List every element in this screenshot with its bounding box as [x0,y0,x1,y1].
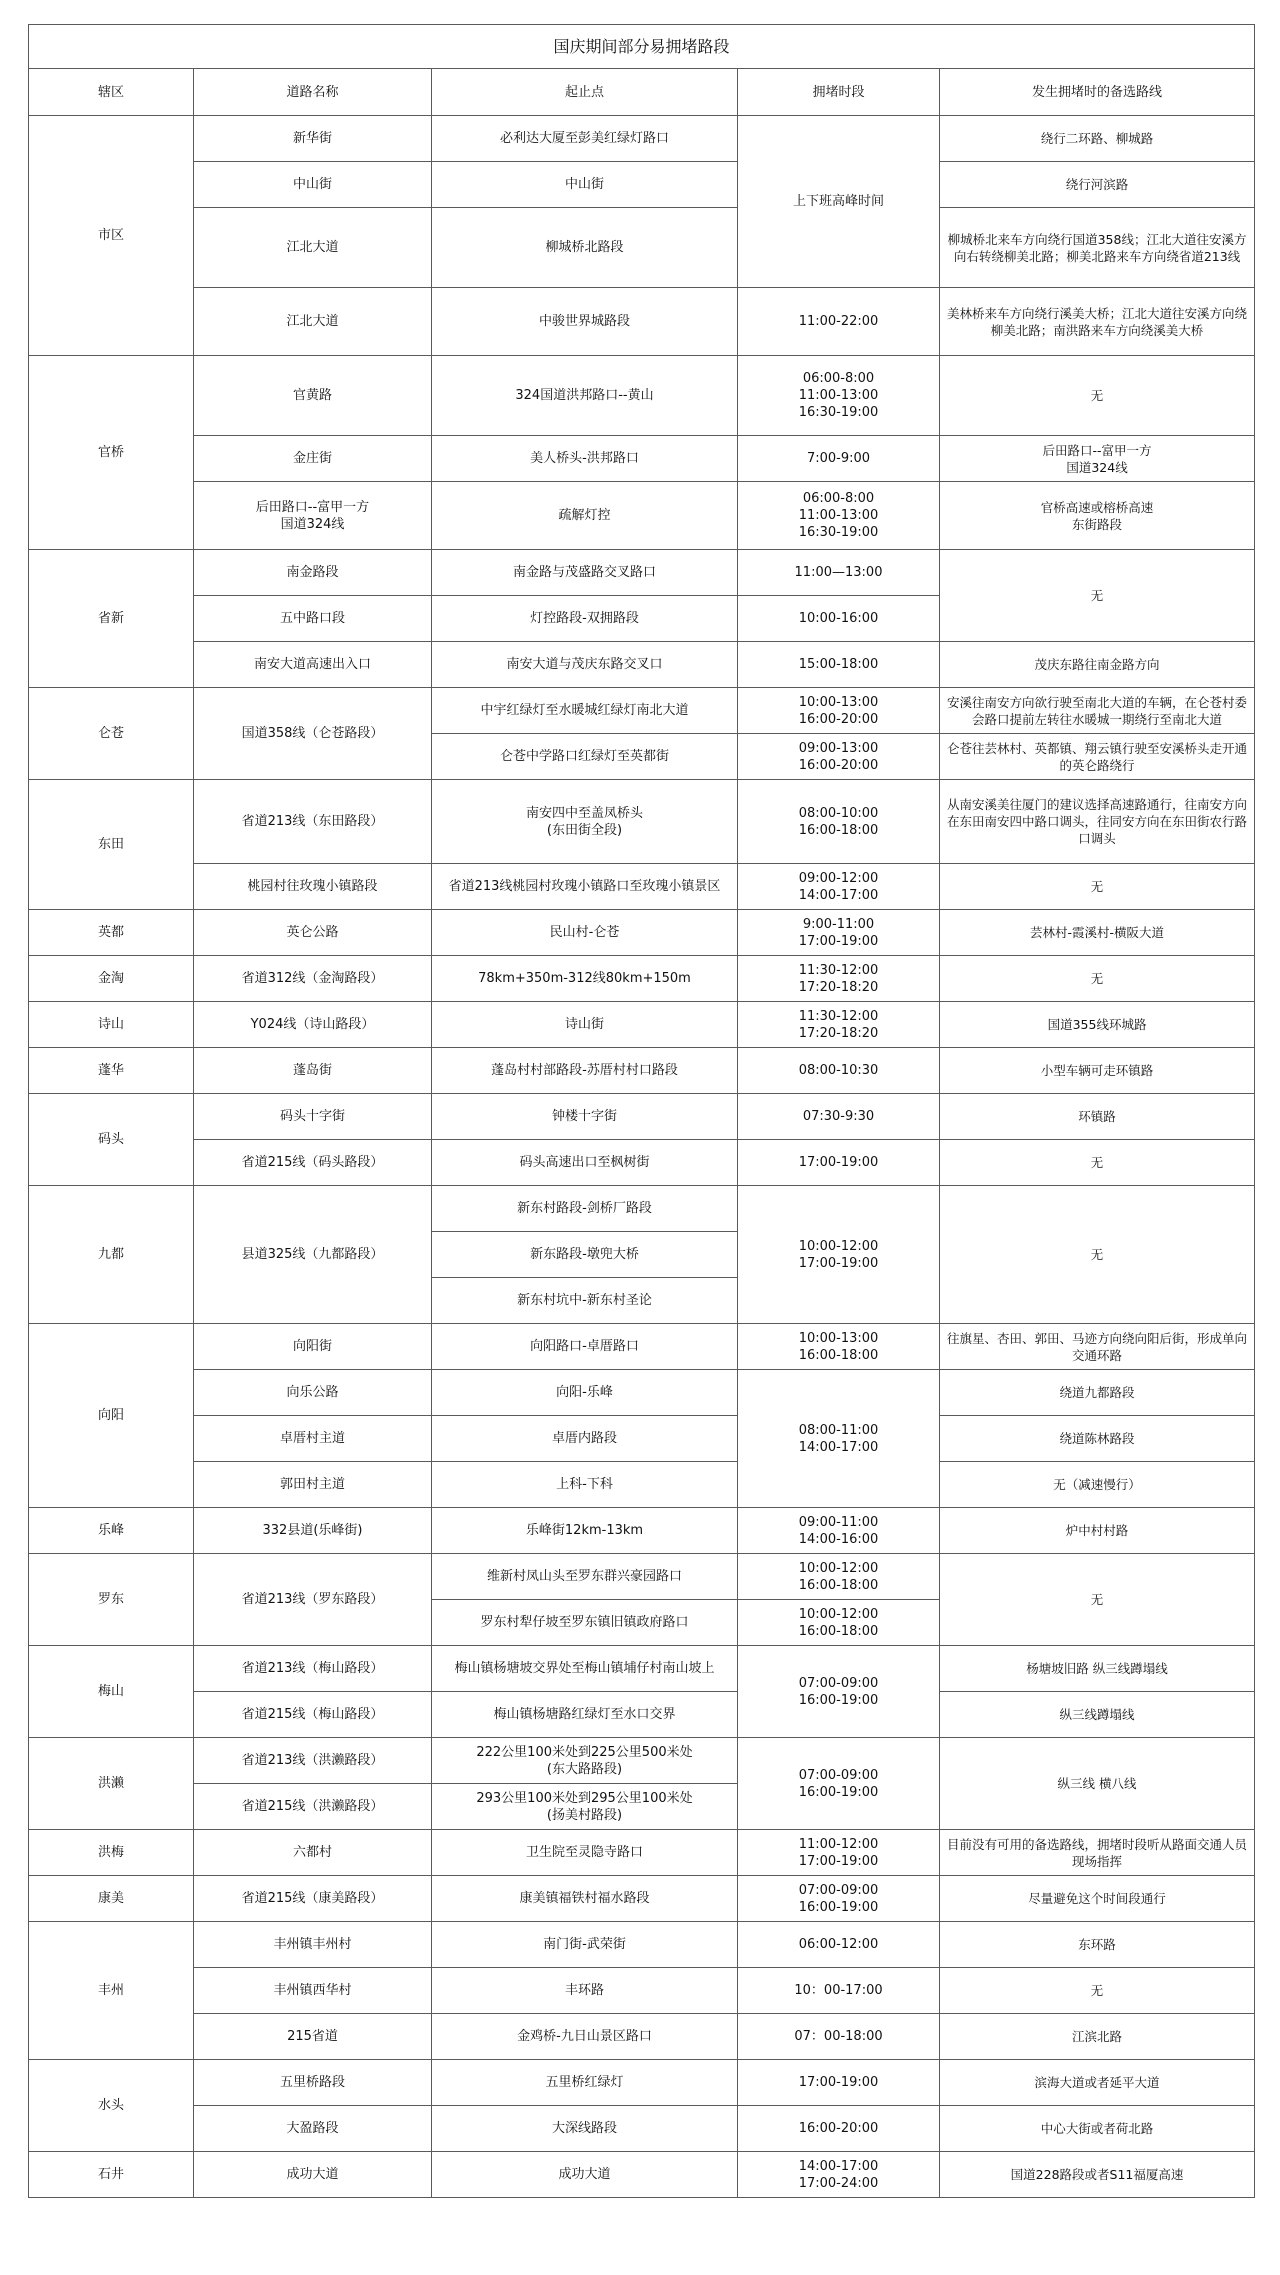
road-cell: 县道325线（九都路段） [194,1186,432,1324]
section-cell: 中山街 [432,162,738,208]
section-cell: 金鸡桥-九日山景区路口 [432,2014,738,2060]
section-cell: 必利达大厦至彭美红绿灯路口 [432,116,738,162]
section-cell: 梅山镇杨塘路红绿灯至水口交界 [432,1692,738,1738]
road-cell: 国道358线（仑苍路段） [194,688,432,780]
road-cell: 332县道(乐峰街) [194,1508,432,1554]
road-cell: 江北大道 [194,208,432,288]
section-cell: 梅山镇杨塘坡交界处至梅山镇埔仔村南山坡上 [432,1646,738,1692]
time-cell: 上下班高峰时间 [738,116,940,288]
alt-route-cell: 尽量避免这个时间段通行 [940,1876,1255,1922]
alt-route-cell: 无 [940,550,1255,642]
road-cell: 中山街 [194,162,432,208]
road-cell: 英仑公路 [194,910,432,956]
road-cell: 省道213线（洪濑路段） [194,1738,432,1784]
road-cell: 蓬岛街 [194,1048,432,1094]
section-cell: 南门街-武荣街 [432,1922,738,1968]
district-cell: 仑苍 [29,688,194,780]
header-district: 辖区 [29,69,194,116]
time-cell: 10：00-17:00 [738,1968,940,2014]
road-cell: Y024线（诗山路段） [194,1002,432,1048]
time-cell: 11:00-12:00 17:00-19:00 [738,1830,940,1876]
road-cell: 南安大道高速出入口 [194,642,432,688]
alt-route-cell: 后田路口--富甲一方 国道324线 [940,436,1255,482]
alt-route-cell: 国道355线环城路 [940,1002,1255,1048]
time-cell: 09:00-11:00 14:00-16:00 [738,1508,940,1554]
alt-route-cell: 无 [940,1968,1255,2014]
road-cell: 官黄路 [194,356,432,436]
section-cell: 上科-下科 [432,1462,738,1508]
district-cell: 洪濑 [29,1738,194,1830]
district-cell: 丰州 [29,1922,194,2060]
alt-route-cell: 小型车辆可走环镇路 [940,1048,1255,1094]
district-cell: 九都 [29,1186,194,1324]
section-cell: 疏解灯控 [432,482,738,550]
alt-route-cell: 纵三线 横八线 [940,1738,1255,1830]
section-cell: 康美镇福铁村福水路段 [432,1876,738,1922]
time-cell: 10:00-16:00 [738,596,940,642]
time-cell: 08:00-11:00 14:00-17:00 [738,1370,940,1508]
time-cell: 10:00-13:00 16:00-18:00 [738,1324,940,1370]
road-cell: 丰州镇西华村 [194,1968,432,2014]
road-cell: 卓厝村主道 [194,1416,432,1462]
section-cell: 仑苍中学路口红绿灯至英都街 [432,734,738,780]
header-time: 拥堵时段 [738,69,940,116]
header-alt-route: 发生拥堵时的备选路线 [940,69,1255,116]
district-cell: 罗东 [29,1554,194,1646]
time-cell: 06:00-12:00 [738,1922,940,1968]
road-cell: 省道312线（金淘路段） [194,956,432,1002]
table-title: 国庆期间部分易拥堵路段 [29,25,1255,69]
section-cell: 中骏世界城路段 [432,288,738,356]
time-cell: 09:00-13:00 16:00-20:00 [738,734,940,780]
section-cell: 向阳-乐峰 [432,1370,738,1416]
alt-route-cell: 芸林村-霞溪村-横阪大道 [940,910,1255,956]
section-cell: 222公里100米处到225公里500米处 (东大路路段) [432,1738,738,1784]
section-cell: 南金路与茂盛路交叉路口 [432,550,738,596]
section-cell: 新东路段-墩兜大桥 [432,1232,738,1278]
alt-route-cell: 无（减速慢行） [940,1462,1255,1508]
section-cell: 码头高速出口至枫树街 [432,1140,738,1186]
alt-route-cell: 从南安溪美往厦门的建议选择高速路通行，往南安方向在东田南安四中路口调头，往同安方向在东田街农行路口调头 [940,780,1255,864]
road-cell: 省道213线（梅山路段） [194,1646,432,1692]
time-cell: 06:00-8:00 11:00-13:00 16:30-19:00 [738,482,940,550]
section-cell: 卫生院至灵隐寺路口 [432,1830,738,1876]
alt-route-cell: 绕行河滨路 [940,162,1255,208]
road-cell: 江北大道 [194,288,432,356]
road-cell: 省道213线（东田路段） [194,780,432,864]
alt-route-cell: 仑苍往芸林村、英都镇、翔云镇行驶至安溪桥头走开通的英仑路绕行 [940,734,1255,780]
time-cell: 10:00-13:00 16:00-20:00 [738,688,940,734]
alt-route-cell: 目前没有可用的备选路线，拥堵时段听从路面交通人员现场指挥 [940,1830,1255,1876]
alt-route-cell: 纵三线蹲塌线 [940,1692,1255,1738]
alt-route-cell: 安溪往南安方向欲行驶至南北大道的车辆，在仑苍村委会路口提前左转往水暖城一期绕行至南北大道 [940,688,1255,734]
district-cell: 梅山 [29,1646,194,1738]
section-cell: 中宇红绿灯至水暖城红绿灯南北大道 [432,688,738,734]
alt-route-cell: 绕道九都路段 [940,1370,1255,1416]
road-cell: 金庄街 [194,436,432,482]
time-cell: 10:00-12:00 17:00-19:00 [738,1186,940,1324]
section-cell: 新东村坑中-新东村圣论 [432,1278,738,1324]
road-cell: 向阳街 [194,1324,432,1370]
section-cell: 五里桥红绿灯 [432,2060,738,2106]
alt-route-cell: 环镇路 [940,1094,1255,1140]
alt-route-cell: 无 [940,356,1255,436]
road-cell: 五里桥路段 [194,2060,432,2106]
section-cell: 南安大道与茂庆东路交叉口 [432,642,738,688]
alt-route-cell: 滨海大道或者延平大道 [940,2060,1255,2106]
time-cell: 7:00-9:00 [738,436,940,482]
alt-route-cell: 东环路 [940,1922,1255,1968]
time-cell: 11:00—13:00 [738,550,940,596]
time-cell: 16:00-20:00 [738,2106,940,2152]
district-cell: 金淘 [29,956,194,1002]
district-cell: 向阳 [29,1324,194,1508]
section-cell: 新东村路段-剑桥厂路段 [432,1186,738,1232]
section-cell: 丰环路 [432,1968,738,2014]
road-cell: 215省道 [194,2014,432,2060]
section-cell: 324国道洪邦路口--黄山 [432,356,738,436]
alt-route-cell: 柳城桥北来车方向绕行国道358线；江北大道往安溪方向右转绕柳美北路；柳美北路来车方向绕省道213线 [940,208,1255,288]
district-cell: 省新 [29,550,194,688]
section-cell: 民山村-仑苍 [432,910,738,956]
time-cell: 14:00-17:00 17:00-24:00 [738,2152,940,2198]
district-cell: 官桥 [29,356,194,550]
alt-route-cell: 无 [940,864,1255,910]
road-cell: 省道215线（梅山路段） [194,1692,432,1738]
section-cell: 向阳路口-卓厝路口 [432,1324,738,1370]
time-cell: 06:00-8:00 11:00-13:00 16:30-19:00 [738,356,940,436]
section-cell: 蓬岛村村部路段-苏厝村村口路段 [432,1048,738,1094]
road-cell: 桃园村往玫瑰小镇路段 [194,864,432,910]
road-cell: 省道215线（洪濑路段） [194,1784,432,1830]
time-cell: 09:00-12:00 14:00-17:00 [738,864,940,910]
time-cell: 17:00-19:00 [738,2060,940,2106]
alt-route-cell: 往旗星、杏田、郭田、马迹方向绕向阳后街，形成单向交通环路 [940,1324,1255,1370]
congestion-table [28,24,1255,2198]
time-cell: 08:00-10:00 16:00-18:00 [738,780,940,864]
time-cell: 07：00-18:00 [738,2014,940,2060]
alt-route-cell: 中心大街或者荷北路 [940,2106,1255,2152]
road-cell: 新华街 [194,116,432,162]
congestion-sheet [28,24,1255,2198]
alt-route-cell: 无 [940,956,1255,1002]
district-cell: 水头 [29,2060,194,2152]
district-cell: 乐峰 [29,1508,194,1554]
alt-route-cell: 绕行二环路、柳城路 [940,116,1255,162]
section-cell: 省道213线桃园村玫瑰小镇路口至玫瑰小镇景区 [432,864,738,910]
section-cell: 卓厝内路段 [432,1416,738,1462]
road-cell: 后田路口--富甲一方 国道324线 [194,482,432,550]
alt-route-cell: 无 [940,1186,1255,1324]
header-road: 道路名称 [194,69,432,116]
district-cell: 蓬华 [29,1048,194,1094]
road-cell: 省道213线（罗东路段） [194,1554,432,1646]
section-cell: 罗东村犁仔坡至罗东镇旧镇政府路口 [432,1600,738,1646]
road-cell: 成功大道 [194,2152,432,2198]
section-cell: 钟楼十字街 [432,1094,738,1140]
time-cell: 08:00-10:30 [738,1048,940,1094]
road-cell: 郭田村主道 [194,1462,432,1508]
road-cell: 丰州镇丰州村 [194,1922,432,1968]
section-cell: 美人桥头-洪邦路口 [432,436,738,482]
alt-route-cell: 江滨北路 [940,2014,1255,2060]
road-cell: 向乐公路 [194,1370,432,1416]
road-cell: 省道215线（码头路段） [194,1140,432,1186]
section-cell: 大深线路段 [432,2106,738,2152]
alt-route-cell: 炉中村村路 [940,1508,1255,1554]
section-cell: 78km+350m-312线80km+150m [432,956,738,1002]
section-cell: 南安四中至盖凤桥头 (东田街全段) [432,780,738,864]
road-cell: 南金路段 [194,550,432,596]
alt-route-cell: 无 [940,1140,1255,1186]
alt-route-cell: 国道228路段或者S11福厦高速 [940,2152,1255,2198]
header-section: 起止点 [432,69,738,116]
time-cell: 07:00-09:00 16:00-19:00 [738,1738,940,1830]
time-cell: 15:00-18:00 [738,642,940,688]
time-cell: 9:00-11:00 17:00-19:00 [738,910,940,956]
road-cell: 六都村 [194,1830,432,1876]
district-cell: 洪梅 [29,1830,194,1876]
alt-route-cell: 无 [940,1554,1255,1646]
section-cell: 灯控路段-双拥路段 [432,596,738,642]
time-cell: 17:00-19:00 [738,1140,940,1186]
district-cell: 东田 [29,780,194,910]
district-cell: 市区 [29,116,194,356]
alt-route-cell: 官桥高速或榕桥高速 东街路段 [940,482,1255,550]
section-cell: 成功大道 [432,2152,738,2198]
road-cell: 码头十字街 [194,1094,432,1140]
alt-route-cell: 绕道陈林路段 [940,1416,1255,1462]
alt-route-cell: 茂庆东路往南金路方向 [940,642,1255,688]
alt-route-cell: 美林桥来车方向绕行溪美大桥；江北大道往安溪方向绕柳美北路；南洪路来车方向绕溪美大桥 [940,288,1255,356]
time-cell: 07:00-09:00 16:00-19:00 [738,1876,940,1922]
section-cell: 诗山街 [432,1002,738,1048]
time-cell: 10:00-12:00 16:00-18:00 [738,1554,940,1600]
district-cell: 英都 [29,910,194,956]
time-cell: 07:30-9:30 [738,1094,940,1140]
road-cell: 五中路口段 [194,596,432,642]
alt-route-cell: 杨塘坡旧路 纵三线蹲塌线 [940,1646,1255,1692]
district-cell: 康美 [29,1876,194,1922]
road-cell: 大盈路段 [194,2106,432,2152]
time-cell: 11:00-22:00 [738,288,940,356]
section-cell: 乐峰街12km-13km [432,1508,738,1554]
time-cell: 11:30-12:00 17:20-18:20 [738,1002,940,1048]
district-cell: 诗山 [29,1002,194,1048]
time-cell: 11:30-12:00 17:20-18:20 [738,956,940,1002]
section-cell: 293公里100米处到295公里100米处 (扬美村路段) [432,1784,738,1830]
section-cell: 柳城桥北路段 [432,208,738,288]
district-cell: 石井 [29,2152,194,2198]
time-cell: 10:00-12:00 16:00-18:00 [738,1600,940,1646]
time-cell: 07:00-09:00 16:00-19:00 [738,1646,940,1738]
district-cell: 码头 [29,1094,194,1186]
road-cell: 省道215线（康美路段） [194,1876,432,1922]
section-cell: 维新村凤山头至罗东群兴豪园路口 [432,1554,738,1600]
